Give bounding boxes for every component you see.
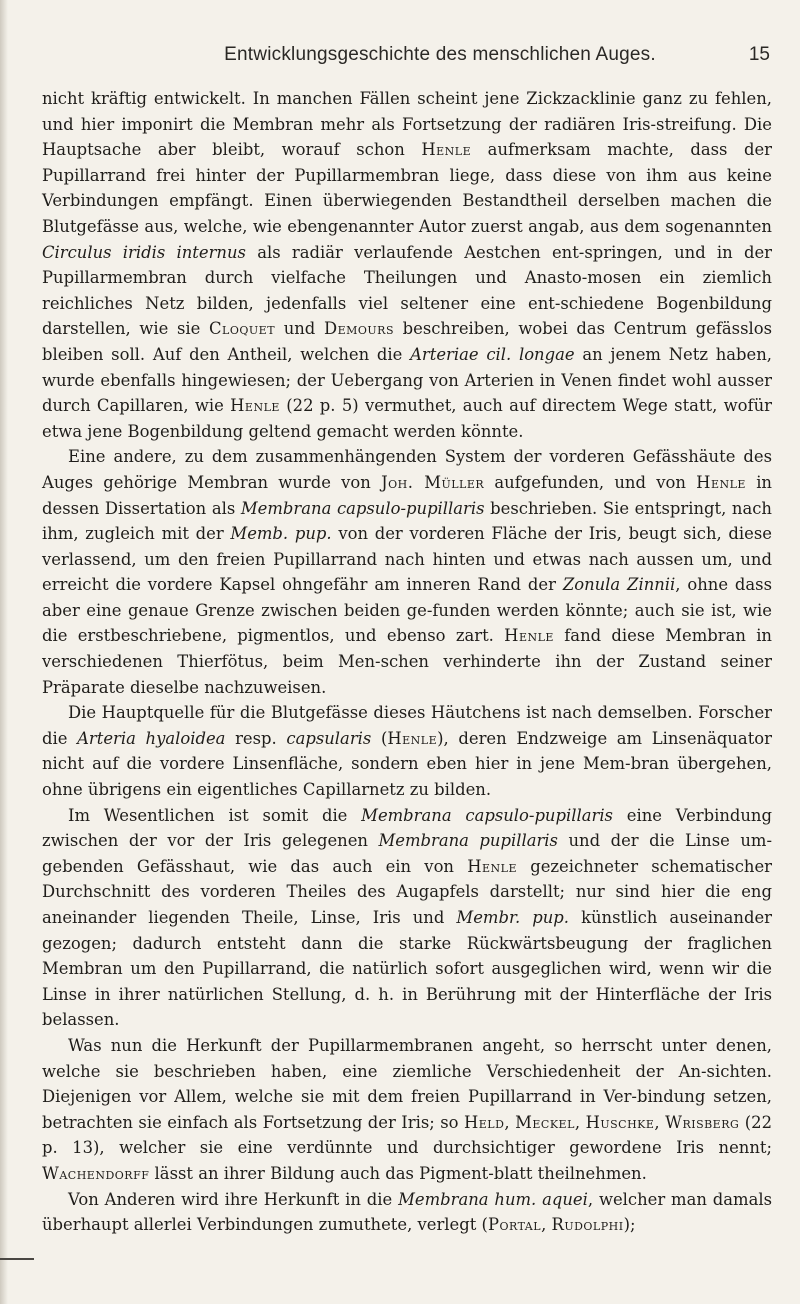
italic-term: Membrana capsulo-pupillaris (240, 498, 485, 518)
text-run: und der die Linse um-gebenden Gefässhaut, wie das auch ein von (42, 831, 772, 876)
author-name: Portal (487, 1215, 542, 1235)
text-run: und (275, 319, 324, 339)
text-run: aufmerksam machte, dass der Pupillarrand frei hinter der Pupillarmembran liege, dass diese von ihm aus keine Verbindungen empfängt. Einen überwiegenden Bestandtheil derselben machen die Blutgefässe aus, welche, wie ebengenannter Autor zuerst angab, aus dem sogenannten (42, 140, 772, 236)
italic-term: Membrana capsulo-pupillaris (361, 805, 613, 825)
italic-term: Membr. pup. (456, 908, 569, 927)
author-name: Demours (323, 319, 394, 339)
author-name: Wrisberg (665, 1112, 740, 1132)
text-run: an jenem Netz haben, wurde ebenfalls hingewiesen; der Uebergang von Arterien in Venen findet wohl ausser durch Capillaren, wie (42, 344, 772, 416)
italic-term: Memb. pup. (230, 524, 332, 544)
author-name: Rudolphi (551, 1215, 624, 1235)
text-run: lässt an ihrer Bildung auch das Pigment-blatt theilnehmen. (149, 1163, 647, 1183)
text-run: , (541, 1215, 552, 1235)
body-text (42, 86, 772, 1238)
text-run: gezeichneter schematischer Durchschnitt des vorderen Theiles des Augapfels darstellt; nur sind hier die eng aneinander liegenden Theile, Linse, Iris und (42, 856, 772, 927)
text-run: in dessen Dissertation als (42, 472, 772, 518)
italic-term: capsularis (286, 728, 372, 748)
text-run: (22 p. 13), welcher sie eine verdünnte und durchsichtiger gewordene Iris nennt; (42, 1112, 773, 1158)
text-run: Von Anderen wird ihre Herkunft in die (68, 1189, 399, 1209)
text-run: aufgefunden, und von (484, 472, 697, 492)
scan-edge-mark (0, 1258, 34, 1260)
paragraph (42, 803, 772, 1033)
page-header (110, 44, 770, 74)
text-run: fand diese Membran in verschiedenen Thierfötus, beim Men-schen verhinderte ihn der Zustand seiner Präparate dieselbe nachzuweisen. (42, 626, 772, 697)
text-run: Im Wesentlichen ist somit die (68, 805, 362, 825)
author-name: Held (463, 1112, 505, 1132)
author-name: Henle (230, 396, 280, 416)
author-name: Wachendorff (42, 1163, 150, 1183)
text-run: Was nun die Herkunft der Pupillarmembranen angeht, so herrscht unter denen, welche sie beschrieben haben, eine ziemliche Verschiedenheit der An-sichten. Diejenigen vor Allem, welche sie mit dem freien Pupillarrand in Ver-bindung setzen, betrachten sie einfach als Fortsetzung der Iris; so (42, 1035, 772, 1132)
italic-term: Circulus iridis internus (42, 242, 246, 262)
paragraph (42, 1187, 772, 1238)
author-name: Joh. Müller (381, 472, 485, 492)
text-run: beschreiben, wobei das Centrum gefässlos bleiben soll. Auf den Antheil, welchen die (42, 319, 772, 364)
author-name: Cloquet (209, 319, 276, 339)
text-run: , (654, 1112, 666, 1132)
text-run: als radiär verlaufende Aestchen ent-springen, und in der Pupillarmembran durch vielfache Theilungen und Anasto-mosen ein ziemlich reichliches Netz bilden, jedenfalls viel seltener eine ent-schiedene Bogenbildung darstellen, wie sie (42, 242, 772, 339)
text-run: ( (371, 728, 388, 748)
text-run: Eine andere, zu dem zusammenhängenden System der vorderen Gefässhäute des Auges gehörige Membran wurde von (42, 447, 772, 492)
text-run: , (504, 1112, 516, 1132)
italic-term: Zonula Zinnii (562, 575, 676, 595)
page-number: 15 (748, 44, 770, 65)
author-name: Henle (421, 140, 472, 160)
author-name: Henle (467, 856, 517, 876)
author-name: Henle (504, 626, 554, 646)
text-run: , (574, 1112, 586, 1132)
text-run: Die Hauptquelle für die Blutgefässe dieses Häutchens ist nach demselben. Forscher die (42, 703, 772, 748)
paragraph (42, 444, 772, 700)
running-title: Entwicklungsgeschichte des menschlichen Auges. (224, 44, 656, 65)
text-run: ), deren Endzweige am Linsenäquator nicht auf die vordere Linsenfläche, sondern eben hier in jene Mem-bran übergehen, ohne übrigens ein eigentliches Capillarnetz zu bilden. (42, 728, 772, 800)
italic-term: Membrana hum. aquei (398, 1189, 588, 1209)
italic-term: Arteria hyaloidea (77, 728, 226, 748)
author-name: Henle (387, 728, 438, 748)
italic-term: Arteriae cil. longae (410, 344, 575, 364)
paragraph (42, 86, 772, 444)
text-run: , welcher man damals überhaupt allerlei Verbindungen zumuthete, verlegt ( (42, 1189, 772, 1235)
text-run: resp. (225, 728, 287, 748)
paragraph (42, 700, 772, 802)
text-run: ); (623, 1215, 636, 1235)
paragraph (42, 1033, 772, 1187)
author-name: Meckel (515, 1112, 575, 1132)
text-run: beschrieben. Sie entspringt, nach ihm, zugleich mit der (42, 498, 772, 544)
italic-term: Membrana pupillaris (378, 831, 558, 851)
text-run: künstlich auseinander gezogen; dadurch entsteht dann die starke Rückwärtsbeugung der fraglichen Membran um den Pupillarrand, die natürlich sofort ausgeglichen wird, wenn wir die Linse in ihrer natürlichen Stellung, d. h. in Berührung mit der Hinterfläche der Iris belassen. (42, 908, 772, 1030)
text-run: eine Verbindung zwischen der vor der Iris gelegenen (42, 805, 772, 851)
page-edge-shadow (0, 0, 8, 1304)
text-run: von der vorderen Fläche der Iris, beugt sich, diese verlassend, um den freien Pupillarrand nach hinten und etwas nach aussen um, und erreicht die vordere Kapsel ohngefähr am inneren Rand der (42, 524, 772, 595)
author-name: Huschke (585, 1112, 655, 1132)
text-run: (22 p. 5) vermuthet, auch auf directem Wege statt, wofür etwa jene Bogenbildung geltend gemacht werden könnte. (42, 396, 773, 441)
text-run: , ohne dass aber eine genaue Grenze zwischen beiden ge-funden werden könnte; auch sie ist, wie die erstbeschriebene, pigmentlos, und ebenso zart. (42, 575, 772, 646)
author-name: Henle (696, 472, 746, 492)
text-run: nicht kräftig entwickelt. In manchen Fällen scheint jene Zickzacklinie ganz zu fehlen, und hier imponirt die Membran mehr als Fortsetzung der radiären Iris-streifung. Die Hauptsache aber bleibt, worauf schon (42, 89, 772, 160)
